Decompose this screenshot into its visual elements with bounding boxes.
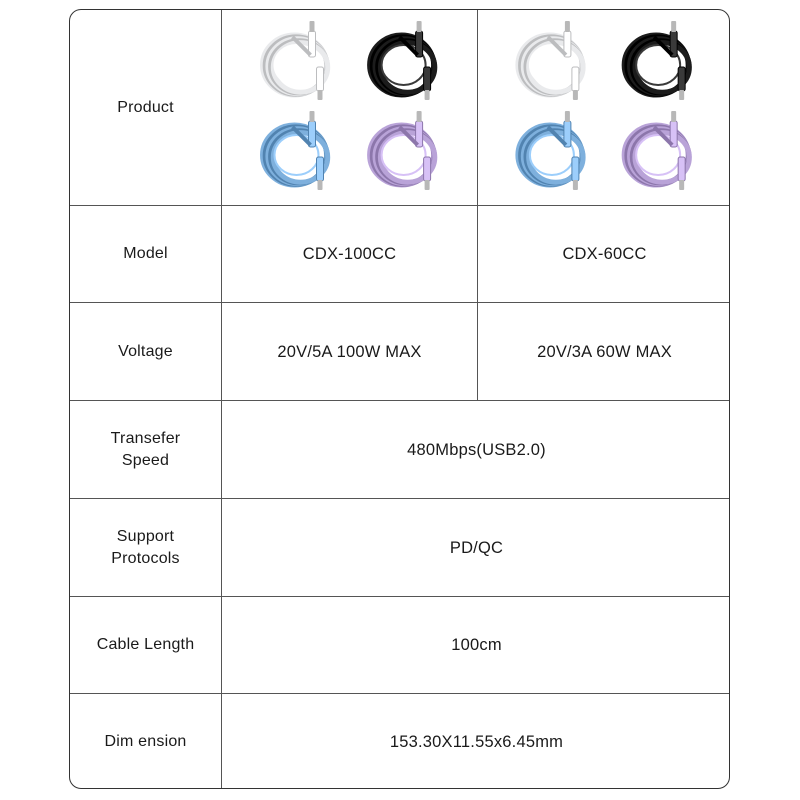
cell-value: CDX-100CC (302, 245, 397, 263)
row-label-transfer-speed (70, 401, 221, 498)
cable-length-value (222, 597, 730, 693)
blue-cable-coil (263, 111, 328, 190)
transfer-speed-value (222, 401, 730, 498)
dimension-value (222, 694, 730, 789)
model-cdx-100cc (222, 206, 477, 302)
cell-value: CDX-60CC (562, 245, 647, 263)
cell-value: 480Mbps(USB2.0) (407, 440, 546, 459)
product-image-cdx-60cc (478, 10, 730, 205)
support-protocols-value (222, 499, 730, 596)
row-label-text: Dim ension (104, 733, 187, 750)
product-image-cdx-100cc (222, 10, 477, 205)
cable-coils-image (222, 10, 477, 205)
cell-value: 100cm (451, 636, 502, 654)
row-label-text: Cable Length (96, 636, 195, 653)
cell-value: 153.30X11.55x6.45mm (389, 733, 564, 751)
row-label-voltage (70, 303, 221, 400)
row-label-text: Model (123, 245, 168, 262)
voltage-cdx-60cc (478, 303, 730, 400)
row-label-dimension (70, 694, 221, 789)
cell-value: PD/QC (449, 538, 504, 557)
row-label-text: Transefer Speed (110, 429, 181, 469)
voltage-cdx-100cc (222, 303, 477, 400)
black-cable-coil (370, 21, 435, 100)
row-label-text: Voltage (118, 342, 173, 360)
row-label-product (70, 10, 221, 205)
spec-table (69, 9, 730, 789)
model-cdx-60cc (478, 206, 730, 302)
cable-coils-image (478, 10, 730, 205)
blue-cable-coil (518, 111, 583, 190)
row-label-cable-length (70, 597, 221, 693)
row-label-support-protocols (70, 499, 221, 596)
white-cable-coil (263, 21, 328, 100)
cell-value: 20V/5A 100W MAX (277, 342, 422, 361)
row-label-text: Product (117, 98, 174, 116)
white-cable-coil (518, 21, 583, 100)
purple-cable-coil (624, 111, 689, 190)
purple-cable-coil (370, 111, 435, 190)
row-label-model (70, 206, 221, 302)
row-label-text: Support Protocols (111, 527, 180, 567)
black-cable-coil (624, 21, 689, 100)
cell-value: 20V/3A 60W MAX (537, 342, 672, 361)
